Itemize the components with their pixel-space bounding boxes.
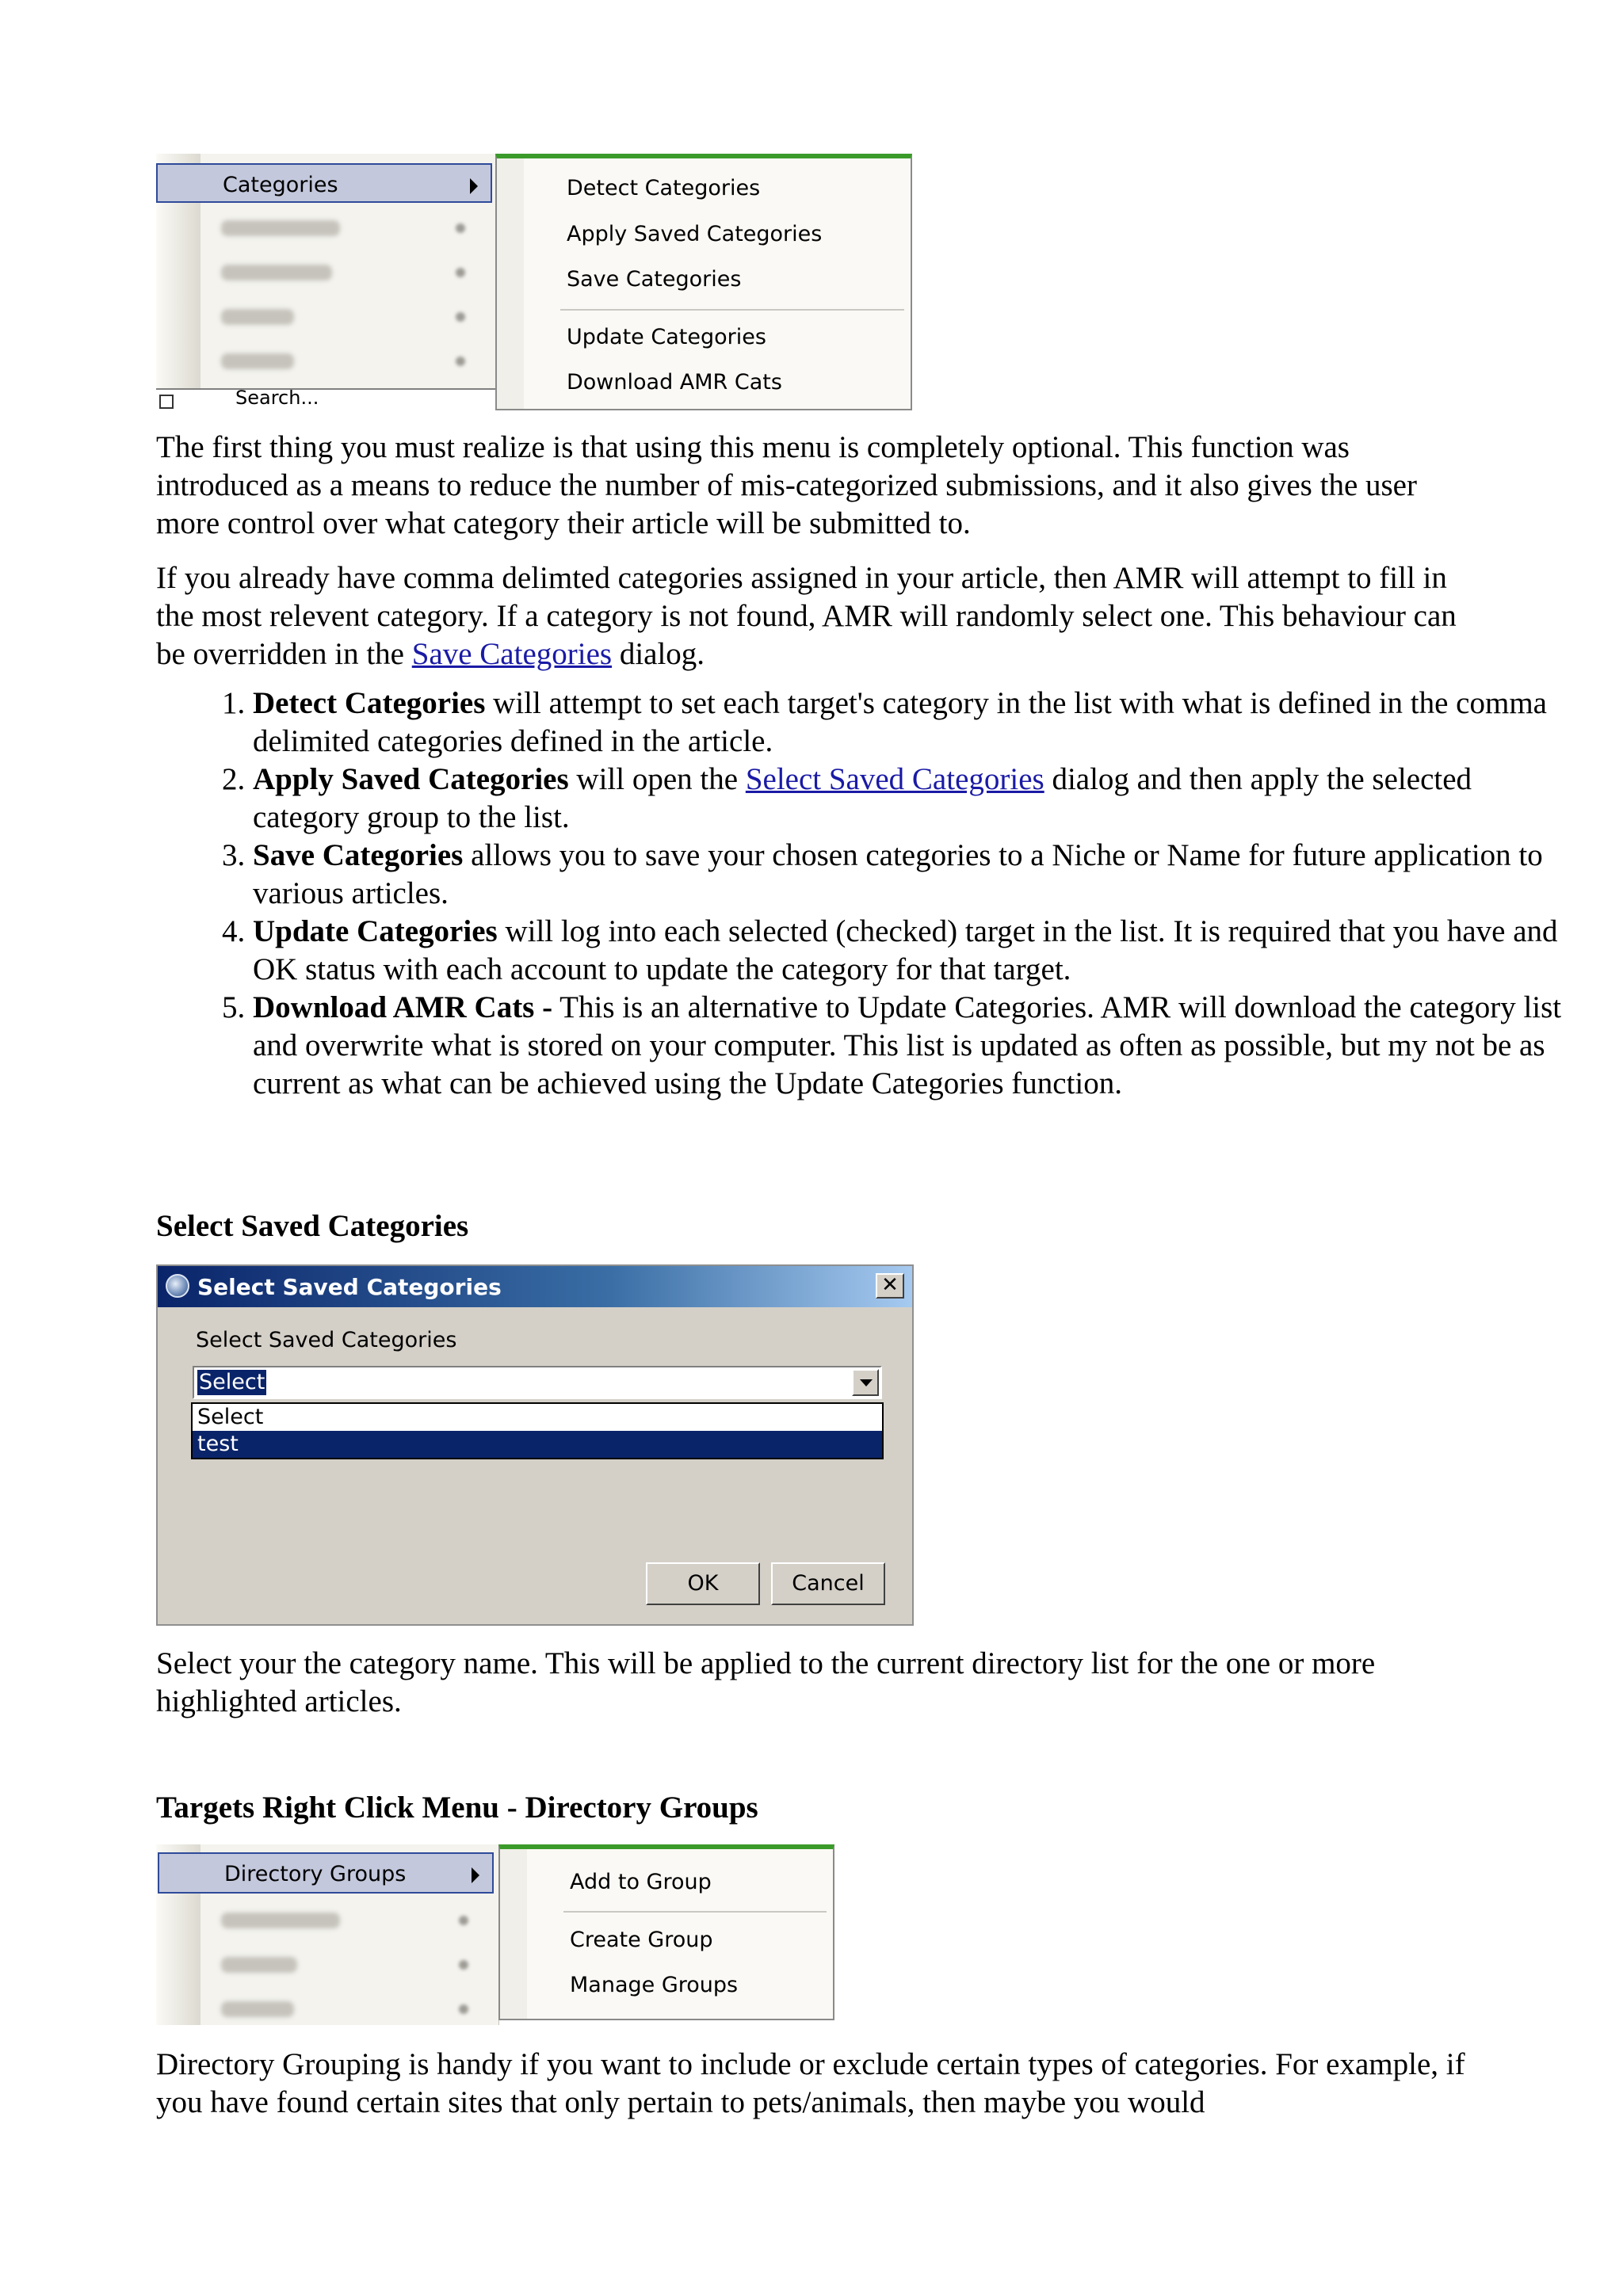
section-heading-select-saved: Select Saved Categories — [156, 1209, 469, 1243]
list-item: 2. Apply Saved Categories will open the Select Saved Categories dialog and then apply the selected category group to the list. — [253, 761, 1584, 837]
menu-item-update-categories[interactable]: Update Categories — [567, 325, 766, 349]
blurred-menu-item[interactable] — [221, 309, 294, 325]
dropdown-option-test[interactable]: test — [193, 1431, 882, 1458]
blurred-arrow-icon — [456, 312, 465, 322]
blurred-arrow-icon — [456, 223, 465, 233]
saved-categories-combo[interactable] — [193, 1366, 882, 1399]
blurred-menu-item[interactable] — [221, 220, 340, 236]
menu-item-manage-groups[interactable]: Manage Groups — [570, 1973, 739, 1997]
blurred-menu-item[interactable] — [221, 1913, 340, 1928]
menu-item-create-group[interactable]: Create Group — [570, 1928, 713, 1952]
field-label: Select Saved Categories — [196, 1328, 457, 1352]
menu-item-detect-categories[interactable]: Detect Categories — [567, 176, 761, 200]
dropdown-list — [191, 1402, 884, 1459]
directory-groups-menu-screenshot — [156, 1844, 834, 2025]
blurred-arrow-icon — [459, 1916, 468, 1925]
list-item: 4. Update Categories will log into each selected (checked) target in the list. It is required that you have and OK status with each account to update the category for that target. — [253, 913, 1584, 989]
paragraph-comma-categories: If you already have comma delimted categories assigned in your article, then AMR will attempt to fill in the most relevent category. If a category is not found, AMR will randomly select one. This behaviour can be overridden in the Save Categories dialog. — [156, 561, 1457, 671]
blurred-arrow-icon — [459, 2004, 468, 2014]
paragraph-directory-grouping: Directory Grouping is handy if you want to include or exclude certain types of categories. For example, if you have found certain sites that only pertain to pets/animals, then maybe you would — [156, 2047, 1465, 2119]
context-menu — [156, 1844, 499, 2025]
save-categories-link[interactable]: Save Categories — [411, 637, 613, 671]
chevron-down-icon — [860, 1379, 873, 1386]
blurred-arrow-icon — [459, 1960, 468, 1970]
list-item: 5. Download AMR Cats - This is an alternative to Update Categories. AMR will download the category list and overwrite what is stored on your computer. This list is updated as often as possible, but my not be as current as what can be achieved using the Update Categories function. — [253, 989, 1584, 1103]
list-item: 1. Detect Categories will attempt to set each target's category in the list with what is defined in the comma delimited categories defined in the article. — [253, 685, 1584, 761]
submenu-arrow-icon — [470, 178, 478, 194]
submenu-arrow-icon — [472, 1867, 479, 1883]
menu-separator — [560, 309, 904, 311]
cancel-button[interactable]: Cancel — [771, 1562, 885, 1605]
category-steps-list — [156, 685, 1584, 1103]
blurred-menu-item[interactable] — [221, 353, 294, 369]
search-box-partial[interactable]: Search... — [156, 388, 495, 412]
close-button[interactable]: ✕ — [876, 1273, 904, 1299]
menu-item-add-to-group[interactable]: Add to Group — [570, 1870, 712, 1894]
combo-value: Select — [199, 1370, 265, 1394]
menu-item-categories[interactable]: Categories — [156, 163, 492, 203]
select-saved-categories-dialog — [156, 1264, 914, 1626]
context-menu — [156, 154, 496, 410]
dropdown-button[interactable] — [852, 1369, 879, 1396]
dialog-title: Select Saved Categories — [197, 1274, 502, 1300]
menu-item-directory-groups[interactable]: Directory Groups — [158, 1852, 494, 1894]
blurred-menu-item[interactable] — [221, 1957, 297, 1973]
list-item: 3. Save Categories allows you to save your chosen categories to a Niche or Name for future application to various articles. — [253, 837, 1584, 913]
ok-button[interactable]: OK — [646, 1562, 760, 1605]
blurred-arrow-icon — [456, 268, 465, 277]
blurred-arrow-icon — [456, 357, 465, 366]
section-heading-directory-groups: Targets Right Click Menu - Directory Groups — [156, 1791, 758, 1825]
directory-groups-submenu — [498, 1844, 834, 2020]
paragraph-select-name: Select your the category name. This will be applied to the current directory list for the one or more highlighted articles. — [156, 1646, 1376, 1718]
dropdown-option-select[interactable]: Select — [197, 1405, 264, 1429]
menu-item-apply-saved-categories[interactable]: Apply Saved Categories — [567, 222, 823, 246]
menu-item-save-categories[interactable]: Save Categories — [567, 267, 742, 292]
menu-item-download-amr-cats[interactable]: Download AMR Cats — [567, 370, 782, 395]
app-icon — [166, 1274, 189, 1298]
categories-submenu — [495, 154, 912, 410]
blurred-menu-item[interactable] — [221, 265, 332, 280]
blurred-menu-item[interactable] — [221, 2001, 294, 2017]
categories-menu-screenshot — [156, 154, 912, 410]
menu-separator — [563, 1911, 827, 1913]
checkbox-icon — [159, 395, 174, 409]
paragraph-optional-menu: The first thing you must realize is that using this menu is completely optional. This function was introduced as a means to reduce the number of mis-categorized submissions, and it also gives the user more control over what category their article will be submitted to. — [156, 430, 1417, 540]
select-saved-categories-link[interactable]: Select Saved Categories — [745, 762, 1044, 796]
dialog-titlebar[interactable] — [158, 1266, 912, 1307]
